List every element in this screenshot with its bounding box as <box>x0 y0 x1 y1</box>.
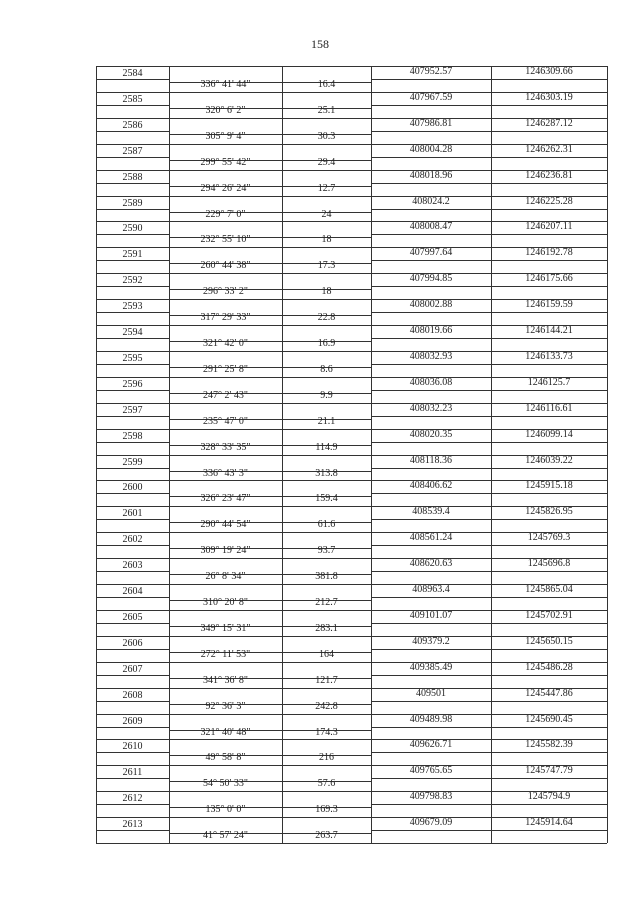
segment-distance: 61.6 <box>317 519 336 531</box>
segment-distance: 242.8 <box>315 700 338 712</box>
half-row-line <box>371 778 607 779</box>
half-row-line <box>371 752 607 753</box>
coordinate-x: 408561.24 <box>409 532 453 544</box>
half-row-line <box>371 260 607 261</box>
coordinate-x: 408036.08 <box>409 376 453 388</box>
point-id: 2612 <box>122 793 143 805</box>
bearing-angle: 299° 55' 42" <box>200 156 251 168</box>
coordinate-x: 409679.09 <box>409 817 453 829</box>
half-row-line <box>371 183 607 184</box>
point-id: 2601 <box>122 508 143 520</box>
segment-distance: 21.1 <box>317 415 336 427</box>
point-id: 2608 <box>122 689 143 701</box>
half-row-line <box>96 804 169 805</box>
segment-distance: 9.9 <box>320 389 333 401</box>
segment-distance: 16.4 <box>317 79 336 90</box>
half-row-line <box>371 493 607 494</box>
half-row-line <box>96 571 169 572</box>
half-row-line <box>371 675 607 676</box>
segment-distance: 29.4 <box>317 156 336 168</box>
bearing-angle: 247° 2' 43" <box>203 389 248 401</box>
point-id: 2594 <box>122 327 143 338</box>
segment-distance: 114.9 <box>315 441 338 453</box>
point-id: 2602 <box>122 534 143 546</box>
point-id: 2606 <box>122 637 143 649</box>
coordinate-y: 1246309.66 <box>525 66 573 77</box>
coordinate-y: 1245794.9 <box>527 791 571 803</box>
half-row-line <box>371 442 607 443</box>
point-id: 2595 <box>122 352 143 364</box>
half-row-line <box>96 701 169 702</box>
coordinate-x: 409101.07 <box>409 609 453 621</box>
coordinate-x: 407994.85 <box>409 273 453 285</box>
coordinate-y: 1245914.64 <box>525 817 573 829</box>
half-row-line <box>371 571 607 572</box>
bearing-angle: 328° 33' 35" <box>200 441 251 453</box>
half-row-line <box>371 390 607 391</box>
coordinate-y: 1246192.78 <box>525 247 573 259</box>
coordinate-y: 1246144.21 <box>525 325 573 336</box>
half-row-line <box>371 157 607 158</box>
segment-distance: 8.6 <box>320 363 333 375</box>
coordinate-y: 1245915.18 <box>525 480 573 492</box>
coordinate-y: 1245747.79 <box>525 765 573 777</box>
table-border-right <box>607 66 608 843</box>
coordinate-x: 409798.83 <box>409 791 453 803</box>
bearing-angle: 260° 44' 38" <box>200 260 251 272</box>
bearing-angle: 317° 29' 33" <box>200 312 251 324</box>
coordinate-x: 409626.71 <box>409 739 453 751</box>
segment-distance: 93.7 <box>317 545 336 557</box>
segment-distance: 25.1 <box>317 104 336 116</box>
bearing-angle: 272° 11' 53" <box>200 648 251 660</box>
bearing-angle: 309° 19' 24" <box>200 545 251 557</box>
half-row-line <box>371 286 607 287</box>
coordinate-y: 1245690.45 <box>525 713 573 725</box>
coordinate-y: 1245696.8 <box>527 558 571 570</box>
segment-distance: 216 <box>319 752 334 764</box>
point-id: 2584 <box>122 68 143 79</box>
half-row-line <box>96 545 169 546</box>
half-row-line <box>96 131 169 132</box>
coordinate-x: 407967.59 <box>409 91 453 103</box>
coordinate-y: 1246236.81 <box>525 169 573 181</box>
half-row-line <box>96 390 169 391</box>
half-row-line <box>371 649 607 650</box>
point-id: 2591 <box>122 249 143 261</box>
half-row-line <box>96 286 169 287</box>
half-row-line <box>96 752 169 753</box>
segment-distance: 283.1 <box>315 622 338 634</box>
half-row-line <box>371 234 607 235</box>
coordinate-y: 1246207.11 <box>525 221 573 233</box>
coordinate-y: 1246303.19 <box>525 91 573 103</box>
segment-distance: 121.7 <box>315 674 338 686</box>
segment-distance: 212.7 <box>315 597 338 608</box>
segment-distance: 174.3 <box>315 726 338 738</box>
point-id: 2588 <box>122 171 143 183</box>
coordinate-x: 408539.4 <box>412 506 450 518</box>
point-id: 2592 <box>122 275 143 287</box>
bearing-angle: 336° 41' 44" <box>200 79 251 90</box>
half-row-line <box>371 804 607 805</box>
bearing-angle: 336° 43' 3" <box>203 467 248 479</box>
half-row-line <box>371 416 607 417</box>
coordinate-x: 408018.96 <box>409 169 453 181</box>
half-row-line <box>371 830 607 831</box>
point-id: 2593 <box>122 301 143 313</box>
bearing-angle: 229° 7' 0" <box>205 208 246 220</box>
bearing-angle: 26° 8' 34" <box>205 571 246 583</box>
coordinate-y: 1246099.14 <box>525 428 573 440</box>
bearing-angle: 232° 55' 10" <box>200 234 251 246</box>
half-row-line <box>96 105 169 106</box>
coordinate-y: 1246225.28 <box>525 195 573 207</box>
segment-distance: 22.8 <box>317 312 336 324</box>
coordinate-y: 1246287.12 <box>525 117 573 129</box>
coordinate-y: 1245865.04 <box>525 584 573 595</box>
half-row-line <box>371 623 607 624</box>
point-id: 2598 <box>122 430 143 442</box>
coordinate-x: 409501 <box>416 687 446 699</box>
segment-distance: 57.6 <box>317 778 336 790</box>
coordinate-x: 407952.57 <box>409 66 453 77</box>
coordinate-x: 409489.98 <box>409 713 453 725</box>
segment-distance: 313.8 <box>315 467 338 479</box>
bearing-angle: 291° 25' 8" <box>203 363 248 375</box>
half-row-line <box>371 519 607 520</box>
bearing-angle: 135° 0' 0" <box>205 804 246 816</box>
point-id: 2590 <box>122 223 143 235</box>
half-row-line <box>96 519 169 520</box>
point-id: 2587 <box>122 145 143 157</box>
bearing-angle: 349° 15' 31" <box>200 622 251 634</box>
bearing-angle: 294° 26' 24" <box>200 182 251 194</box>
half-row-line <box>96 312 169 313</box>
half-row-line <box>371 364 607 365</box>
coordinate-x: 409379.2 <box>412 635 450 647</box>
bearing-angle: 92° 36' 3" <box>205 700 246 712</box>
half-row-line <box>96 157 169 158</box>
coordinate-x: 408118.36 <box>409 454 453 466</box>
coordinate-x: 408032.93 <box>409 350 453 362</box>
half-row-line <box>371 727 607 728</box>
coordinate-table <box>96 66 607 843</box>
half-row-line <box>96 493 169 494</box>
bearing-angle: 326° 23' 47" <box>200 493 251 505</box>
half-row-line <box>371 79 607 80</box>
half-row-line <box>371 209 607 210</box>
segment-distance: 164 <box>319 648 334 660</box>
half-row-line <box>371 545 607 546</box>
coordinate-x: 408020.35 <box>409 428 453 440</box>
half-row-line <box>96 778 169 779</box>
segment-distance: 12.7 <box>317 182 336 194</box>
segment-distance: 24 <box>321 208 332 220</box>
half-row-line <box>96 727 169 728</box>
bearing-angle: 296° 33' 2" <box>203 286 248 298</box>
half-row-line <box>96 416 169 417</box>
half-row-line <box>96 830 169 831</box>
half-row-line <box>96 623 169 624</box>
bearing-angle: 49° 58' 8" <box>205 752 246 764</box>
point-id: 2613 <box>122 819 143 831</box>
bearing-angle: 321° 42' 0" <box>203 338 248 349</box>
half-row-line <box>96 364 169 365</box>
half-row-line <box>96 468 169 469</box>
half-row-line <box>371 312 607 313</box>
point-id: 2589 <box>122 197 143 209</box>
point-id: 2611 <box>122 767 143 779</box>
bearing-angle: 341° 36' 8" <box>203 674 248 686</box>
segment-distance: 16.9 <box>317 338 336 349</box>
point-id: 2610 <box>122 741 143 753</box>
coordinate-x: 408019.66 <box>409 325 453 336</box>
half-row-line <box>371 701 607 702</box>
point-id: 2607 <box>122 663 143 675</box>
coordinate-y: 1246039.22 <box>525 454 573 466</box>
coordinate-y: 1245826.95 <box>525 506 573 518</box>
segment-distance: 18 <box>321 286 332 298</box>
segment-distance: 159.4 <box>315 493 338 505</box>
coordinate-x: 407986.81 <box>409 117 453 129</box>
coordinate-y: 1245650.15 <box>525 635 573 647</box>
segment-distance: 381.8 <box>315 571 338 583</box>
segment-distance: 18 <box>321 234 332 246</box>
half-row-line <box>371 131 607 132</box>
coordinate-x: 408406.62 <box>409 480 453 492</box>
point-id: 2596 <box>122 378 143 390</box>
half-row-line <box>96 338 169 339</box>
coordinate-y: 1245702.91 <box>525 609 573 621</box>
point-id: 2585 <box>122 93 143 105</box>
segment-distance: 169.3 <box>315 804 338 816</box>
bearing-angle: 321° 40' 48" <box>200 726 251 738</box>
half-row-line <box>371 597 607 598</box>
coordinate-x: 408963.4 <box>412 584 450 595</box>
coordinate-y: 1246125.7 <box>527 376 571 388</box>
half-row-line <box>96 260 169 261</box>
bearing-angle: 41° 57' 24" <box>203 830 248 842</box>
coordinate-y: 1246159.59 <box>525 299 573 311</box>
coordinate-x: 408024.2 <box>412 195 450 207</box>
point-id: 2586 <box>122 119 143 131</box>
bearing-angle: 54° 50' 33" <box>203 778 248 790</box>
coordinate-x: 409385.49 <box>409 661 453 673</box>
half-row-line <box>96 79 169 80</box>
point-id: 2600 <box>122 482 143 494</box>
table-border-bottom <box>96 843 607 844</box>
coordinate-x: 408004.28 <box>409 143 453 155</box>
half-row-line <box>371 338 607 339</box>
coordinate-y: 1246175.66 <box>525 273 573 285</box>
coordinate-x: 408620.63 <box>409 558 453 570</box>
coordinate-y: 1246262.31 <box>525 143 573 155</box>
segment-distance: 263.7 <box>315 830 338 842</box>
bearing-angle: 235° 47' 0" <box>203 415 248 427</box>
coordinate-y: 1246133.73 <box>525 350 573 362</box>
half-row-line <box>371 468 607 469</box>
point-id: 2609 <box>122 715 143 727</box>
point-id: 2605 <box>122 611 143 623</box>
bearing-angle: 310° 20' 8" <box>203 597 248 608</box>
point-id: 2599 <box>122 456 143 468</box>
half-row-line <box>96 209 169 210</box>
coordinate-y: 1245769.3 <box>527 532 571 544</box>
coordinate-x: 408032.23 <box>409 402 453 414</box>
coordinate-x: 409765.65 <box>409 765 453 777</box>
point-id: 2603 <box>122 560 143 572</box>
half-row-line <box>96 597 169 598</box>
segment-distance: 17.3 <box>317 260 336 272</box>
coordinate-x: 407997.64 <box>409 247 453 259</box>
bearing-angle: 290° 44' 54" <box>200 519 251 531</box>
coordinate-y: 1245486.28 <box>525 661 573 673</box>
point-id: 2597 <box>122 404 143 416</box>
half-row-line <box>96 234 169 235</box>
half-row-line <box>96 183 169 184</box>
coordinate-x: 408008.47 <box>409 221 453 233</box>
half-row-line <box>96 675 169 676</box>
half-row-line <box>96 649 169 650</box>
coordinate-y: 1246116.61 <box>525 402 573 414</box>
point-id: 2604 <box>122 586 143 597</box>
half-row-line <box>96 442 169 443</box>
coordinate-y: 1245582.39 <box>525 739 573 751</box>
coordinate-y: 1245447.86 <box>525 687 573 699</box>
bearing-angle: 320° 6' 2" <box>205 104 246 116</box>
page-number: 158 <box>311 37 329 51</box>
segment-distance: 30.3 <box>317 130 336 142</box>
bearing-angle: 305° 9' 4" <box>205 130 246 142</box>
coordinate-x: 408002.88 <box>409 299 453 311</box>
half-row-line <box>371 105 607 106</box>
